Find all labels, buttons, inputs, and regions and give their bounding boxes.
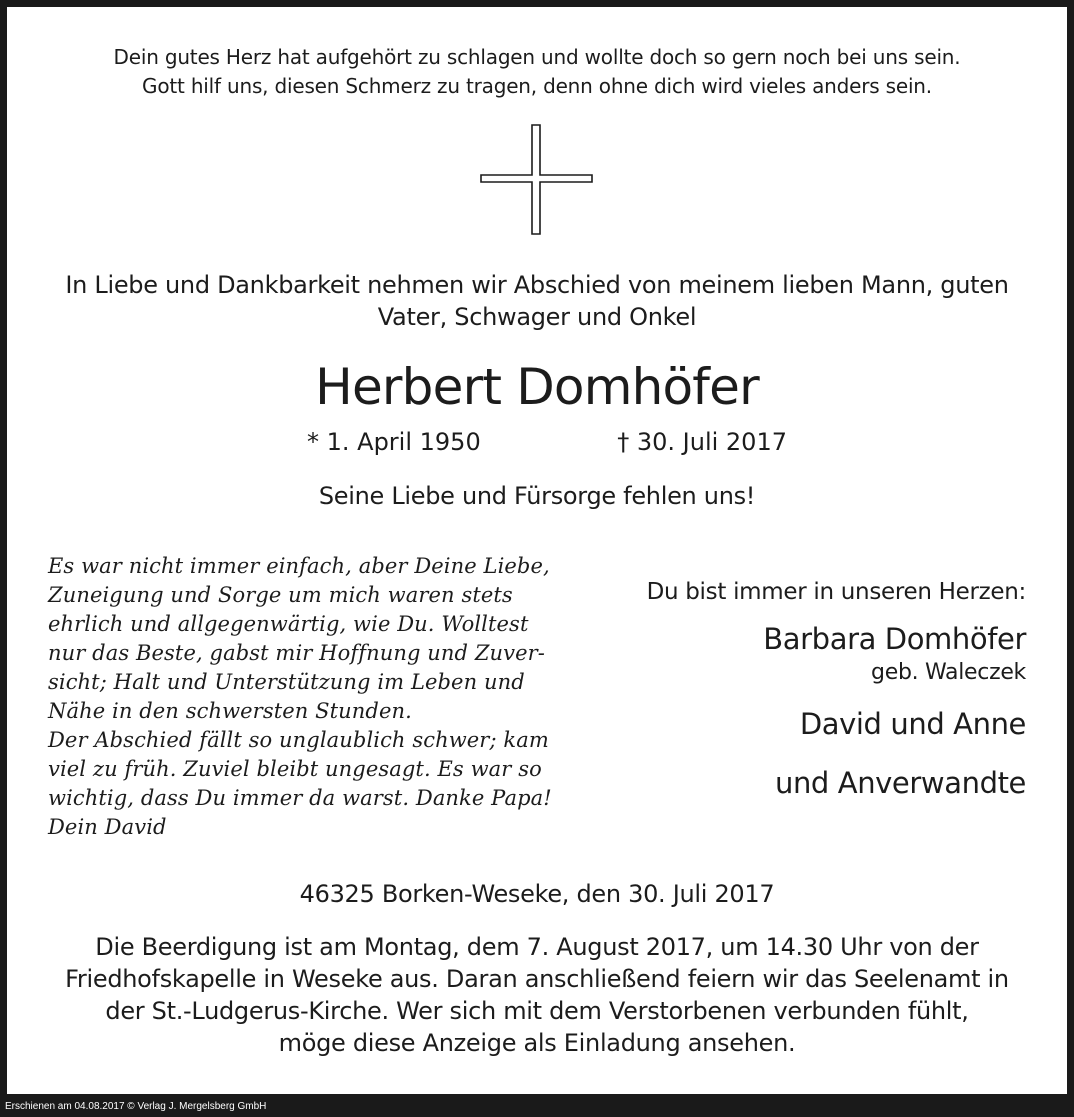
place-and-date: 46325 Borken-Weseke, den 30. Juli 2017 bbox=[299, 880, 775, 908]
letter-line: Zuneigung und Sorge um mich waren stets bbox=[48, 583, 513, 607]
deceased-name: Herbert Domhöfer bbox=[315, 358, 759, 416]
letter-line: viel zu früh. Zuviel bleibt ungesagt. Es war so bbox=[48, 757, 542, 781]
letter-line: Es war nicht immer einfach, aber Deine Liebe, bbox=[48, 554, 550, 578]
mourner-relatives: und Anverwandte bbox=[774, 766, 1026, 800]
birth-date: * 1. April 1950 bbox=[307, 428, 481, 456]
opening-verse bbox=[7, 43, 1067, 101]
funeral-line: möge diese Anzeige als Einladung ansehen. bbox=[278, 1029, 796, 1057]
mourner-children: David und Anne bbox=[799, 707, 1026, 741]
letter-line: ehrlich und allgegenwärtig, wie Du. Wolltest bbox=[48, 612, 529, 636]
verse-line: Gott hilf uns, diesen Schmerz zu tragen, denn ohne dich wird vieles anders sein. bbox=[142, 74, 932, 98]
letter-line: Der Abschied fällt so unglaublich schwer; kam bbox=[48, 728, 549, 752]
funeral-details bbox=[47, 931, 1027, 1059]
death-date: † 30. Juli 2017 bbox=[617, 428, 787, 456]
personal-letter bbox=[48, 552, 608, 842]
funeral-line: Die Beerdigung ist am Montag, dem 7. August 2017, um 14.30 Uhr von der bbox=[95, 933, 979, 961]
life-dates bbox=[307, 425, 787, 459]
mourner-wife: Barbara Domhöfer bbox=[763, 622, 1026, 656]
mourner-wife-maiden-name: geb. Waleczek bbox=[871, 660, 1026, 685]
obituary-notice bbox=[7, 7, 1067, 1094]
cross-icon bbox=[480, 124, 594, 235]
mourners-heading: Du bist immer in unseren Herzen: bbox=[646, 579, 1026, 605]
letter-line: nur das Beste, gabst mir Hoffnung und Zuver- bbox=[48, 641, 545, 665]
letter-line: Nähe in den schwersten Stunden. bbox=[48, 699, 412, 723]
tagline: Seine Liebe und Fürsorge fehlen uns! bbox=[318, 482, 756, 510]
letter-line: sicht; Halt und Unterstützung im Leben und bbox=[48, 670, 525, 694]
intro-text: In Liebe und Dankbarkeit nehmen wir Abschied von meinem lieben Mann, guten Vater, Schwager und Onkel bbox=[65, 271, 1009, 331]
verse-line: Dein gutes Herz hat aufgehört zu schlagen und wollte doch so gern noch bei uns sein. bbox=[113, 45, 961, 69]
funeral-line: der St.-Ludgerus-Kirche. Wer sich mit dem Verstorbenen verbunden fühlt, bbox=[105, 997, 969, 1025]
publication-footer: Erschienen am 04.08.2017 © Verlag J. Mergelsberg GmbH bbox=[5, 1101, 267, 1112]
letter-line: wichtig, dass Du immer da warst. Danke Papa! bbox=[48, 786, 552, 810]
letter-line: Dein David bbox=[48, 815, 167, 839]
funeral-line: Friedhofskapelle in Weseke aus. Daran anschließend feiern wir das Seelenamt in bbox=[65, 965, 1009, 993]
